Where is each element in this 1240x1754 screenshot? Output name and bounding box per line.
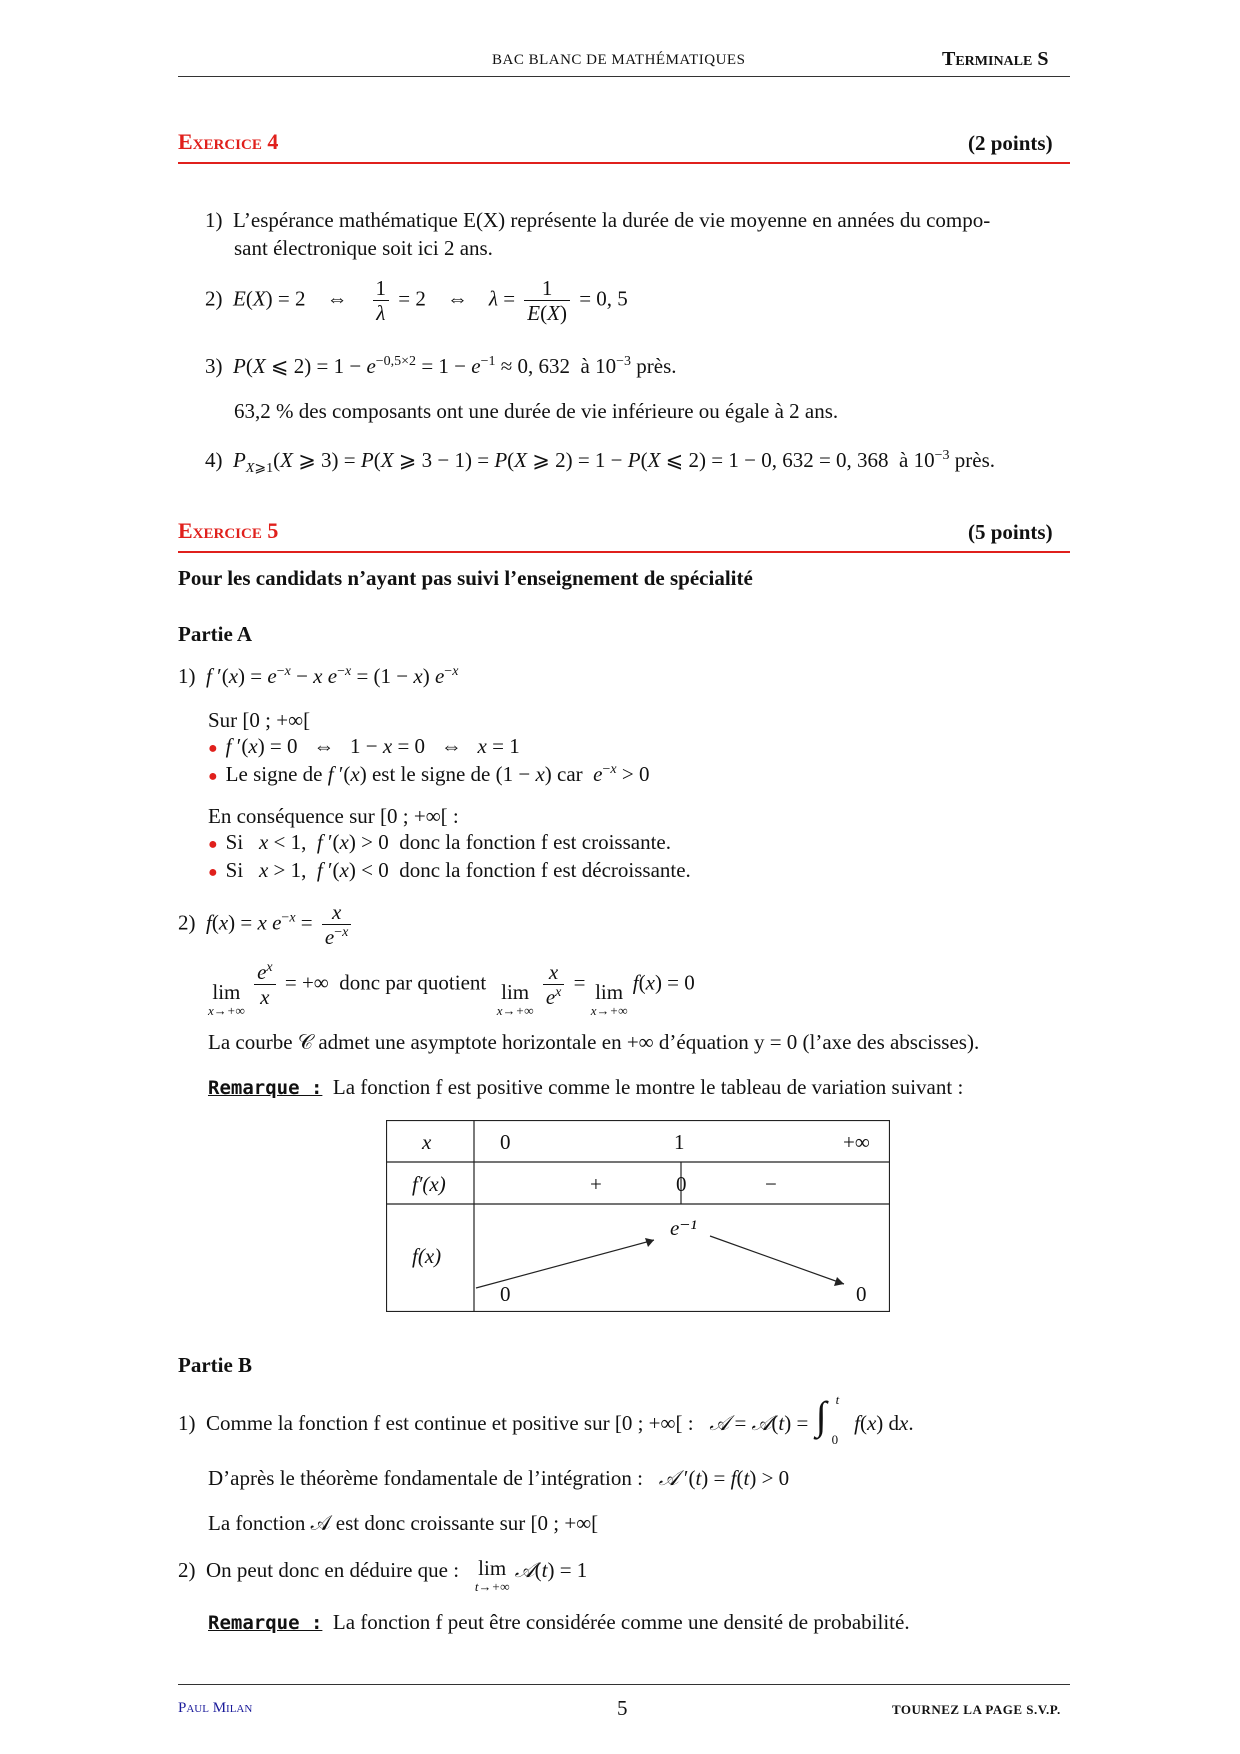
a1-derivative: 1) f $'(x) = e^{-x} - x$ $e^{-x} = (1 - x)$ $e^{-x}$ (178, 664, 459, 688)
a1-consequence: En conséquence sur [0 ; +∞[ : (208, 804, 459, 828)
table-f-label: f(x) (412, 1244, 442, 1268)
ex5-points: (5 points) (968, 520, 1053, 544)
ex4-q1: 1) L’espérance mathématique E(X) représente la durée de vie moyenne en années du compo- (205, 208, 991, 232)
b1-text: Comme la fonction f est continue et positive sur [0 ; +∞[ : (206, 1411, 694, 1435)
a2-function: 2) f(x) = x $e^{-x}$ = $\frac{x}{e^{-x}}$ (178, 900, 355, 949)
table-x-inf: +∞ (843, 1130, 870, 1154)
ex4-rule (178, 162, 1070, 164)
header-rule (178, 76, 1070, 77)
a2-asymptote: La courbe 𝒞 admet une asymptote horizontale en +∞ d’équation y = 0 (l’axe des abscisses). (208, 1030, 980, 1054)
table-f-start: 0 (500, 1282, 511, 1306)
header-title: BAC BLANC DE MATHÉMATIQUES (492, 52, 746, 68)
a1-bullet4: ● Si x > 1, f ′(x) < 0 donc la fonction f est décroissante. (208, 858, 691, 882)
b2-limit: 2) On peut donc en déduire que : lim t→+∞ 𝒜(t) = 1 (178, 1556, 588, 1594)
table-sign-plus: + (590, 1172, 602, 1196)
footer-rule (178, 1684, 1070, 1685)
arrow-down-head (834, 1277, 844, 1286)
a1-croissante: donc la fonction f est croissante. (399, 830, 671, 854)
footer-page-number: 5 (617, 1696, 628, 1720)
arrow-up (476, 1240, 654, 1288)
footer-author: Paul Milan (178, 1700, 253, 1716)
ex4-q2: 2) E(X) = 2 ⇔ $\frac{1}{\lambda}$ = 2 ⇔ λ = $\frac{1}{E(X)}$ = 0, 5 (205, 276, 628, 326)
part-b-heading: Partie B (178, 1353, 253, 1377)
footer-turn-page: TOURNEZ LA PAGE S.V.P. (892, 1702, 1061, 1717)
table-fp-label: f′(x) (412, 1172, 446, 1196)
table-x-0: 0 (500, 1130, 511, 1154)
remark-2-label: Remarque : (208, 1612, 323, 1634)
remark-1-label: Remarque : (208, 1077, 323, 1099)
part-a-heading: Partie A (178, 622, 253, 646)
a1-bullet3: ● Si x < 1, f ′(x) > 0 donc la fonction f est croissante. (208, 830, 671, 854)
variation-table-svg (386, 1120, 890, 1312)
b2-text: On peut donc en déduire que : (206, 1558, 460, 1582)
a1-bullet2: ● Le signe de f ′(x) est le signe de (1 − x) car $e^{-x} > 0$ (208, 762, 650, 786)
remark-1 (208, 1075, 963, 1100)
remark-2-text: La fonction f peut être considérée comme une densité de probabilité. (332, 1610, 910, 1634)
arrow-down (710, 1236, 844, 1284)
header-class: Terminale S (942, 48, 1049, 70)
ex4-title: Exercice 4 (178, 129, 279, 154)
ex4-q4: 4) $P_{X⩾1}(X$ ⩾ 3) = P(X ⩾ 3 − 1) = P(X ⩾ 2) = 1 − P(X ⩽ 2) = 1 − 0, 632 = 0, 368 à $10^{-3}$ près. (205, 448, 996, 477)
table-sign-zero: 0 (676, 1172, 687, 1196)
table-x-1: 1 (674, 1130, 685, 1154)
table-f-end: 0 (856, 1282, 867, 1306)
remark-1-text: La fonction f est positive comme le montre le tableau de variation suivant : (332, 1075, 964, 1099)
table-sign-minus: − (765, 1172, 777, 1196)
variation-table (386, 1120, 890, 1312)
b1-theorem-text: D’après le théorème fondamentale de l’intégration : (208, 1466, 643, 1490)
ex4-q3-text: 63,2 % des composants ont une durée de vie inférieure ou égale à 2 ans. (234, 399, 839, 423)
a1-domain: Sur [0 ; +∞[ (208, 708, 311, 732)
a1-bullet2-text: Le signe de (225, 762, 323, 786)
b1-croissante: La fonction 𝒜 est donc croissante sur [0 ; +∞[ (208, 1511, 599, 1535)
ex5-subtitle: Pour les candidats n’ayant pas suivi l’enseignement de spécialité (178, 566, 753, 590)
b1-area: 1) Comme la fonction f est continue et positive sur [0 ; +∞[ : 𝒜 = 𝒜(t) = ∫ t 0 f(x) dx. (178, 1392, 914, 1447)
a1-bullet1: ● f ′(x) = 0 ⇔ 1 − x = 0 ⇔ x = 1 (208, 734, 520, 758)
ex4-q1-line2: sant électronique soit ici 2 ans. (234, 236, 493, 260)
a2-quotient: donc par quotient (339, 970, 487, 995)
ex5-title: Exercice 5 (178, 518, 279, 543)
a2-limit: lim x→+∞ $\frac{e^x}{x}$ = +∞ donc par quotient lim x→+∞ $\frac{x}{e^x}$ = lim x→+∞ f(x) = 0 (208, 960, 695, 1018)
a1-decroissante: donc la fonction f est décroissante. (399, 858, 691, 882)
remark-2 (208, 1610, 910, 1635)
ex4-q3: 3) P(X ⩽ $2) = 1 - e^{-0,5\times 2} = 1 - e^{-1} \approx 0$, 632 à $10^{-3}$ près. (205, 354, 677, 378)
table-x-label: x (422, 1130, 432, 1154)
ex4-points: (2 points) (968, 131, 1053, 155)
b1-theorem: D’après le théorème fondamentale de l’intégration : 𝒜 ′(t) = f(t) > 0 (208, 1466, 790, 1490)
ex4-q1-text: L’espérance mathématique E(X) représente la durée de vie moyenne en années du compo- (233, 208, 991, 232)
table-f-max: e⁻¹ (670, 1216, 697, 1240)
ex5-rule (178, 551, 1070, 553)
